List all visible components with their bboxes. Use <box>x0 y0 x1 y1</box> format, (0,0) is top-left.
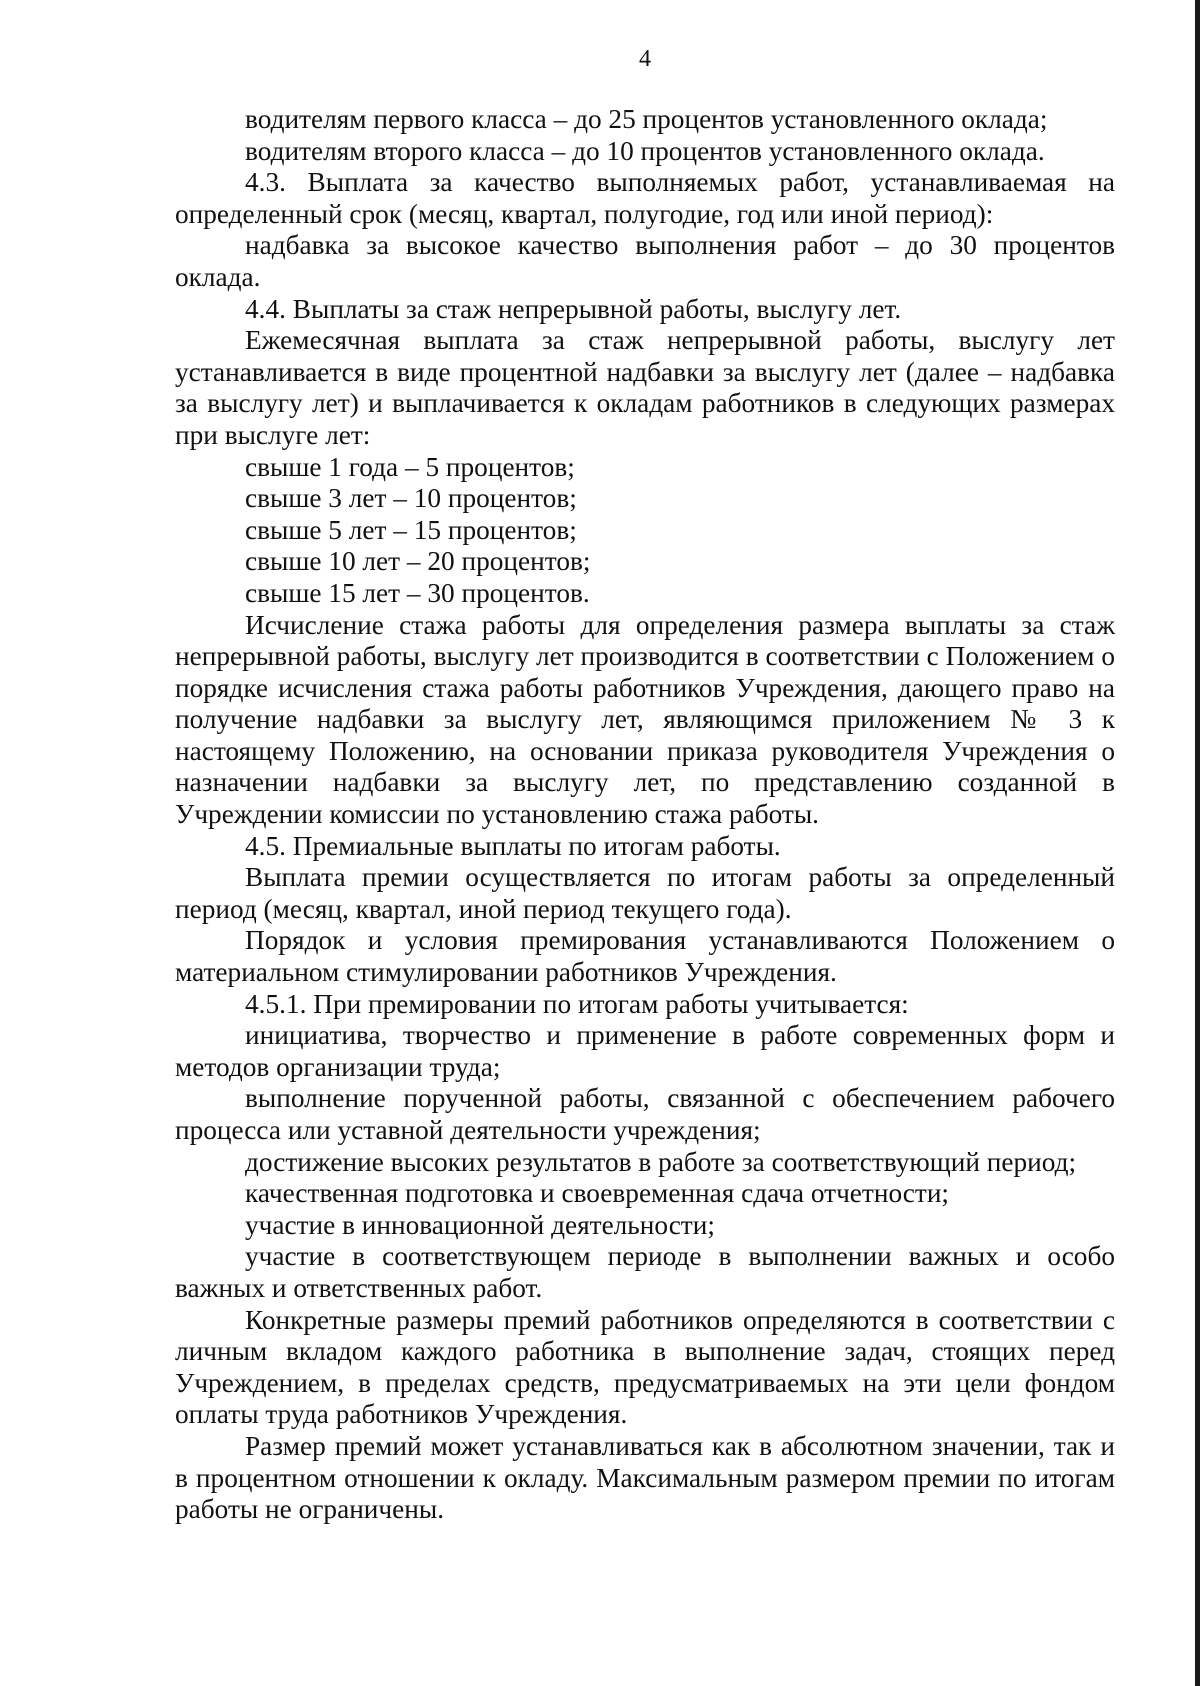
list-item: выполнение порученной работы, связанной с обеспечением рабочего процесса или уставной деятельности учреждения; <box>175 1083 1115 1145</box>
list-item: свыше 10 лет – 20 процентов; <box>245 546 591 577</box>
paragraph: 4.5. Премиальные выплаты по итогам работы. <box>245 830 781 861</box>
scan-edge <box>1195 0 1200 1686</box>
paragraph: 4.3. Выплата за качество выполняемых работ, устанавливаемая на определенный срок (месяц, квартал, полугодие, год или иной период): <box>175 167 1115 229</box>
list-item: свыше 3 лет – 10 процентов; <box>245 483 577 514</box>
paragraph: Выплата премии осуществляется по итогам работы за определенный период (месяц, квартал, иной период текущего года). <box>175 862 1115 924</box>
document-body <box>175 104 1115 1526</box>
list-item: участие в инновационной деятельности; <box>245 1209 715 1240</box>
list-item: участие в соответствующем периоде в выполнении важных и особо важных и ответственных работ. <box>175 1241 1115 1303</box>
paragraph: Исчисление стажа работы для определения размера выплаты за стаж непрерывной работы, выслугу лет производится в соответствии с Положением о порядке исчисления стажа работы работников Учреждения, дающего право на получение надбавки за выслугу лет, являющимся приложением № 3 к настоящему Положению, на основании приказа руководителя Учреждения о назначении надбавки за выслугу лет, по представлению созданной в Учреждении комиссии по установлению стажа работы. <box>175 609 1115 830</box>
paragraph: водителям второго класса – до 10 процентов установленного оклада. <box>245 135 1045 166</box>
list-item: свыше 5 лет – 15 процентов; <box>245 514 577 545</box>
paragraph: Порядок и условия премирования устанавливаются Положением о материальном стимулировании работников Учреждения. <box>175 925 1115 988</box>
list-item: достижение высоких результатов в работе за соответствующий период; <box>245 1146 1077 1177</box>
paragraph: 4.4. Выплаты за стаж непрерывной работы, выслугу лет. <box>245 293 902 324</box>
paragraph: Размер премий может устанавливаться как в абсолютном значении, так и в процентном отношении к окладу. Максимальным размером премии по итогам работы не ограничены. <box>175 1430 1115 1525</box>
paragraph: 4.5.1. При премировании по итогам работы учитывается: <box>245 988 909 1019</box>
list-item: свыше 15 лет – 30 процентов. <box>245 577 590 608</box>
paragraph: Ежемесячная выплата за стаж непрерывной работы, выслугу лет устанавливается в виде процентной надбавки за выслугу лет (далее – надбавка за выслугу лет) и выплачивается к окладам работников в следующих размерах при выслуге лет: <box>175 325 1115 450</box>
list-item: инициатива, творчество и применение в работе современных форм и методов организации труда; <box>175 1020 1115 1082</box>
list-item: качественная подготовка и своевременная сдача отчетности; <box>245 1178 950 1209</box>
page-number: 4 <box>639 46 651 72</box>
paragraph: надбавка за высокое качество выполнения работ – до 30 процентов оклада. <box>175 230 1115 292</box>
paragraph: Конкретные размеры премий работников определяются в соответствии с личным вкладом каждого работника в выполнение задач, стоящих перед Учреждением, в пределах средств, предусматриваемых на эти цели фондом оплаты труда работников Учреждения. <box>175 1304 1115 1430</box>
list-item: свыше 1 года – 5 процентов; <box>245 451 575 482</box>
paragraph: водителям первого класса – до 25 процентов установленного оклада; <box>245 104 1048 134</box>
